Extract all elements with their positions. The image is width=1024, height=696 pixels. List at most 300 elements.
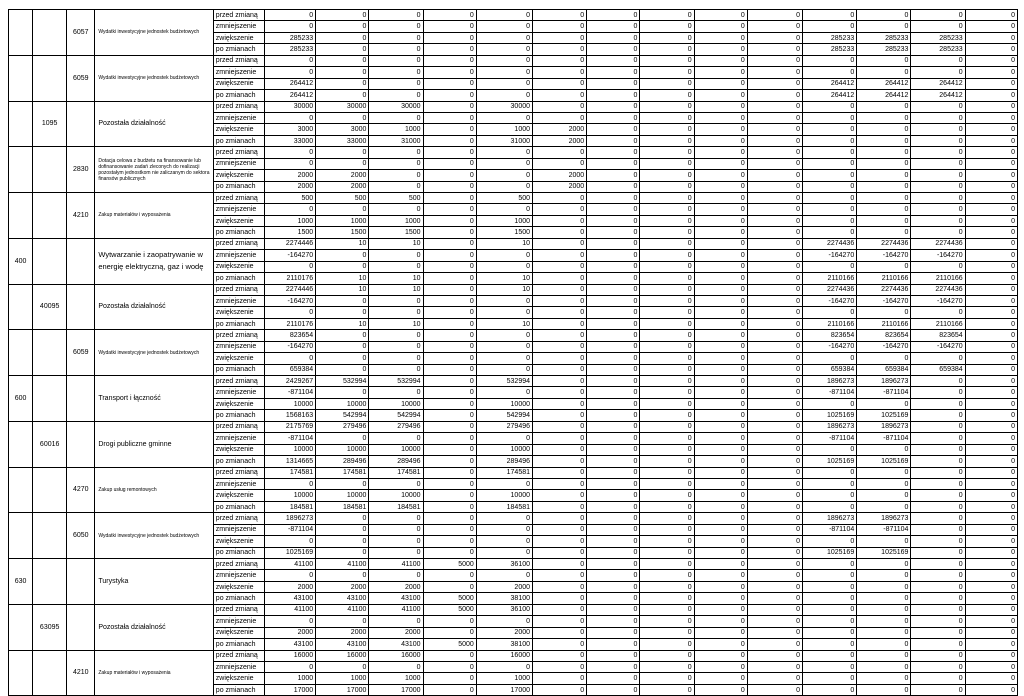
value-cell: 0 [965, 650, 1017, 661]
table-row [9, 559, 1018, 570]
value-cell: 2274436 [857, 238, 911, 249]
value-cell: 0 [694, 478, 747, 489]
value-cell: 0 [640, 581, 694, 592]
value-cell: 0 [965, 261, 1017, 272]
value-cell: 0 [747, 456, 802, 467]
value-cell: 5000 [423, 639, 476, 650]
value-cell: 0 [476, 307, 532, 318]
value-cell: 0 [423, 501, 476, 512]
value-cell: 0 [965, 364, 1017, 375]
value-cell: 0 [640, 181, 694, 192]
value-cell: 0 [264, 307, 315, 318]
value-cell: 0 [316, 536, 369, 547]
value-cell: 0 [694, 181, 747, 192]
value-cell: 0 [747, 181, 802, 192]
value-cell: 0 [476, 204, 532, 215]
value-cell: 0 [803, 170, 857, 181]
value-cell: 0 [640, 10, 694, 21]
paragraf-cell: 2830 [67, 147, 95, 193]
value-cell: 0 [965, 421, 1017, 432]
value-cell: 0 [423, 78, 476, 89]
value-cell: 2110166 [803, 273, 857, 284]
value-cell: 10 [316, 284, 369, 295]
value-cell: 0 [965, 147, 1017, 158]
value-cell: 0 [316, 67, 369, 78]
value-cell: 0 [640, 364, 694, 375]
value-cell: 0 [747, 387, 802, 398]
value-cell: 31000 [476, 135, 532, 146]
value-cell: 0 [423, 32, 476, 43]
value-cell: 0 [476, 524, 532, 535]
value-cell: 0 [911, 570, 965, 581]
value-cell: 0 [476, 147, 532, 158]
value-cell: 659384 [803, 364, 857, 375]
value-cell: 0 [747, 376, 802, 387]
paragraf-cell: 4210 [67, 650, 95, 696]
nazwa-cell: Dotacja celowa z budżetu na finansowanie lub dofinansowanie zadań zleconych do realizacji pozostałym jednostkom nie zaliczanym do sektora finansów publicznych [95, 147, 213, 193]
value-cell: 0 [857, 204, 911, 215]
value-cell: 0 [747, 101, 802, 112]
value-cell: 1000 [264, 215, 315, 226]
value-cell: 1025169 [803, 547, 857, 558]
value-cell: 2274436 [911, 238, 965, 249]
value-cell: 0 [694, 250, 747, 261]
value-cell: 0 [369, 661, 423, 672]
value-cell: 0 [369, 90, 423, 101]
value-cell: 0 [640, 32, 694, 43]
value-cell: 41100 [316, 559, 369, 570]
value-cell: 0 [803, 124, 857, 135]
value-cell: 0 [369, 10, 423, 21]
value-cell: 2000 [264, 627, 315, 638]
value-cell: 0 [857, 193, 911, 204]
table-row [9, 376, 1018, 387]
value-cell: 0 [423, 318, 476, 329]
value-cell: 0 [264, 10, 315, 21]
row-label: zmniejszenie [213, 250, 264, 261]
value-cell: 0 [694, 147, 747, 158]
value-cell: 0 [965, 524, 1017, 535]
value-cell: 0 [857, 616, 911, 627]
value-cell: 0 [423, 124, 476, 135]
value-cell: 0 [803, 227, 857, 238]
value-cell: 0 [423, 238, 476, 249]
value-cell: 0 [316, 90, 369, 101]
value-cell: 17000 [316, 684, 369, 695]
value-cell: 2110176 [264, 273, 315, 284]
value-cell: 0 [316, 261, 369, 272]
value-cell: 0 [316, 55, 369, 66]
value-cell: 500 [476, 193, 532, 204]
value-cell: 0 [423, 364, 476, 375]
value-cell: 0 [423, 478, 476, 489]
value-cell: 0 [694, 90, 747, 101]
value-cell: 0 [316, 524, 369, 535]
value-cell: 0 [369, 250, 423, 261]
rozdzial-cell: 60016 [33, 421, 67, 467]
value-cell: 0 [264, 661, 315, 672]
value-cell: 0 [965, 398, 1017, 409]
value-cell: 0 [803, 112, 857, 123]
value-cell: 2110166 [857, 318, 911, 329]
value-cell: 0 [965, 616, 1017, 627]
rozdzial-cell [33, 650, 67, 696]
value-cell: 0 [640, 650, 694, 661]
dzial-cell [9, 421, 33, 467]
value-cell: 2110166 [803, 318, 857, 329]
value-cell: 0 [423, 616, 476, 627]
value-cell: 0 [965, 604, 1017, 615]
value-cell: 0 [694, 227, 747, 238]
value-cell: 0 [857, 112, 911, 123]
value-cell: 0 [694, 524, 747, 535]
value-cell: 0 [747, 661, 802, 672]
value-cell: 10 [369, 318, 423, 329]
row-label: po zmianach [213, 456, 264, 467]
row-label: zmniejszenie [213, 21, 264, 32]
value-cell: 0 [316, 353, 369, 364]
table-row [9, 467, 1018, 478]
nazwa-cell: Drogi publiczne gminne [95, 421, 213, 467]
value-cell: 0 [911, 67, 965, 78]
value-cell: 30000 [476, 101, 532, 112]
value-cell: 0 [965, 684, 1017, 695]
paragraf-cell: 6050 [67, 513, 95, 559]
value-cell: 0 [911, 581, 965, 592]
value-cell: 0 [423, 673, 476, 684]
value-cell: 0 [747, 238, 802, 249]
value-cell: 0 [747, 124, 802, 135]
value-cell: 43100 [264, 593, 315, 604]
value-cell: 0 [747, 158, 802, 169]
value-cell: 0 [316, 570, 369, 581]
value-cell: 0 [694, 536, 747, 547]
value-cell: 0 [965, 501, 1017, 512]
value-cell: 43100 [369, 593, 423, 604]
value-cell: 0 [911, 501, 965, 512]
value-cell: 1500 [316, 227, 369, 238]
value-cell: 16000 [476, 650, 532, 661]
value-cell: 2110176 [264, 318, 315, 329]
value-cell: 0 [640, 547, 694, 558]
value-cell: 0 [423, 250, 476, 261]
value-cell: 0 [587, 341, 640, 352]
value-cell: 0 [423, 158, 476, 169]
value-cell: 2000 [533, 181, 587, 192]
row-label: zmniejszenie [213, 158, 264, 169]
value-cell: 0 [857, 147, 911, 158]
value-cell: 0 [316, 513, 369, 524]
value-cell: 30000 [369, 101, 423, 112]
value-cell: 0 [587, 78, 640, 89]
value-cell: 0 [587, 353, 640, 364]
value-cell: 0 [803, 650, 857, 661]
dzial-cell [9, 513, 33, 559]
value-cell: 0 [694, 604, 747, 615]
value-cell: 659384 [264, 364, 315, 375]
value-cell: 0 [533, 67, 587, 78]
value-cell: 0 [369, 295, 423, 306]
value-cell: 0 [316, 32, 369, 43]
value-cell: 2000 [533, 135, 587, 146]
value-cell: 0 [911, 524, 965, 535]
value-cell: 0 [911, 467, 965, 478]
value-cell: 0 [965, 238, 1017, 249]
value-cell: 0 [533, 204, 587, 215]
row-label: przed zmianą [213, 193, 264, 204]
value-cell: 0 [965, 490, 1017, 501]
value-cell: 0 [423, 684, 476, 695]
value-cell: 0 [965, 158, 1017, 169]
value-cell: 0 [369, 78, 423, 89]
row-label: przed zmianą [213, 650, 264, 661]
value-cell: 0 [857, 21, 911, 32]
value-cell: 0 [533, 661, 587, 672]
value-cell: 0 [747, 112, 802, 123]
value-cell: 0 [476, 433, 532, 444]
value-cell: 0 [747, 524, 802, 535]
value-cell: 0 [803, 467, 857, 478]
value-cell: 2000 [264, 581, 315, 592]
value-cell: 0 [965, 112, 1017, 123]
value-cell: 0 [965, 32, 1017, 43]
value-cell: 0 [965, 387, 1017, 398]
row-label: przed zmianą [213, 55, 264, 66]
row-label: przed zmianą [213, 421, 264, 432]
value-cell: 1000 [476, 215, 532, 226]
value-cell: 0 [423, 193, 476, 204]
row-label: zwiększenie [213, 536, 264, 547]
value-cell: 0 [694, 387, 747, 398]
value-cell: 0 [533, 90, 587, 101]
value-cell: 285233 [803, 44, 857, 55]
value-cell: 0 [264, 353, 315, 364]
row-label: przed zmianą [213, 376, 264, 387]
value-cell: 0 [587, 135, 640, 146]
value-cell: 0 [747, 135, 802, 146]
value-cell: 285233 [857, 32, 911, 43]
value-cell: 0 [587, 215, 640, 226]
value-cell: 10000 [476, 444, 532, 455]
value-cell: 0 [476, 112, 532, 123]
value-cell: 2175769 [264, 421, 315, 432]
value-cell: 0 [911, 353, 965, 364]
rozdzial-cell [33, 55, 67, 101]
value-cell: -164270 [857, 250, 911, 261]
value-cell: 174581 [264, 467, 315, 478]
value-cell: 2000 [476, 627, 532, 638]
value-cell: 0 [640, 570, 694, 581]
value-cell: 0 [965, 227, 1017, 238]
value-cell: 0 [533, 341, 587, 352]
value-cell: -164270 [857, 341, 911, 352]
value-cell: 0 [857, 307, 911, 318]
value-cell: 0 [369, 32, 423, 43]
value-cell: 0 [803, 135, 857, 146]
value-cell: 0 [747, 684, 802, 695]
value-cell: 0 [911, 627, 965, 638]
paragraf-cell [67, 376, 95, 422]
paragraf-cell [67, 284, 95, 330]
value-cell: 0 [857, 158, 911, 169]
value-cell: 0 [694, 10, 747, 21]
value-cell: 0 [640, 124, 694, 135]
value-cell: 0 [533, 536, 587, 547]
value-cell: 0 [476, 250, 532, 261]
value-cell: 0 [747, 581, 802, 592]
value-cell: 0 [640, 284, 694, 295]
value-cell: 0 [911, 193, 965, 204]
value-cell: 0 [911, 10, 965, 21]
value-cell: 0 [965, 250, 1017, 261]
value-cell: 0 [587, 376, 640, 387]
row-label: zwiększenie [213, 215, 264, 226]
value-cell: 0 [747, 215, 802, 226]
dzial-cell [9, 604, 33, 650]
value-cell: 0 [747, 90, 802, 101]
value-cell: 0 [747, 559, 802, 570]
value-cell: 0 [747, 536, 802, 547]
value-cell: 0 [857, 559, 911, 570]
value-cell: 17000 [476, 684, 532, 695]
row-label: zmniejszenie [213, 204, 264, 215]
value-cell: 0 [316, 78, 369, 89]
value-cell: 1025169 [264, 547, 315, 558]
value-cell: 0 [423, 376, 476, 387]
value-cell: 0 [264, 147, 315, 158]
dzial-cell: 400 [9, 238, 33, 284]
value-cell: 0 [533, 273, 587, 284]
value-cell: 5000 [423, 559, 476, 570]
value-cell: 1025169 [857, 410, 911, 421]
value-cell: 532994 [476, 376, 532, 387]
value-cell: 0 [694, 639, 747, 650]
value-cell: 0 [640, 410, 694, 421]
value-cell: 0 [369, 55, 423, 66]
value-cell: 0 [640, 112, 694, 123]
value-cell: 0 [587, 593, 640, 604]
value-cell: 0 [747, 627, 802, 638]
row-label: zmniejszenie [213, 341, 264, 352]
value-cell: 0 [533, 570, 587, 581]
value-cell: 0 [640, 616, 694, 627]
value-cell: 0 [316, 44, 369, 55]
value-cell: 10000 [476, 398, 532, 409]
value-cell: 0 [965, 673, 1017, 684]
value-cell: 1896273 [857, 376, 911, 387]
value-cell: 0 [747, 147, 802, 158]
value-cell: 0 [911, 650, 965, 661]
value-cell: 0 [911, 215, 965, 226]
value-cell: 0 [747, 547, 802, 558]
value-cell: 0 [694, 330, 747, 341]
value-cell: 38100 [476, 639, 532, 650]
value-cell: 0 [533, 158, 587, 169]
paragraf-cell [67, 238, 95, 284]
value-cell: 0 [640, 639, 694, 650]
value-cell: 0 [640, 684, 694, 695]
value-cell: 1000 [264, 673, 315, 684]
value-cell: 2274436 [803, 284, 857, 295]
value-cell: 0 [694, 318, 747, 329]
value-cell: 41100 [369, 604, 423, 615]
value-cell: 279496 [316, 421, 369, 432]
value-cell: 0 [587, 387, 640, 398]
table-row [9, 650, 1018, 661]
value-cell: 0 [803, 204, 857, 215]
value-cell: 0 [640, 204, 694, 215]
row-label: po zmianach [213, 547, 264, 558]
value-cell: 0 [587, 639, 640, 650]
value-cell: 0 [423, 547, 476, 558]
value-cell: 0 [533, 387, 587, 398]
value-cell: 0 [747, 444, 802, 455]
value-cell: 33000 [264, 135, 315, 146]
value-cell: 0 [640, 341, 694, 352]
value-cell: 2000 [316, 627, 369, 638]
value-cell: 0 [857, 444, 911, 455]
value-cell: 0 [694, 570, 747, 581]
value-cell: 0 [965, 78, 1017, 89]
value-cell: 0 [694, 593, 747, 604]
value-cell: 0 [694, 673, 747, 684]
nazwa-cell: Wydatki inwestycyjne jednostek budżetowych [95, 10, 213, 56]
value-cell: 0 [533, 673, 587, 684]
value-cell: 0 [747, 478, 802, 489]
value-cell: 0 [965, 547, 1017, 558]
value-cell: 0 [587, 55, 640, 66]
value-cell: 264412 [857, 90, 911, 101]
value-cell: 0 [587, 559, 640, 570]
value-cell: 0 [423, 341, 476, 352]
dzial-cell [9, 147, 33, 193]
value-cell: 0 [533, 307, 587, 318]
value-cell: 10 [316, 238, 369, 249]
value-cell: 0 [533, 421, 587, 432]
value-cell: 0 [369, 44, 423, 55]
row-label: zmniejszenie [213, 524, 264, 535]
value-cell: 0 [587, 547, 640, 558]
value-cell: 0 [747, 170, 802, 181]
value-cell: 43100 [316, 639, 369, 650]
value-cell: 0 [640, 604, 694, 615]
value-cell: 0 [423, 90, 476, 101]
value-cell: 279496 [476, 421, 532, 432]
value-cell: 0 [803, 215, 857, 226]
row-label: przed zmianą [213, 513, 264, 524]
value-cell: 0 [423, 524, 476, 535]
row-label: przed zmianą [213, 10, 264, 21]
value-cell: 0 [911, 158, 965, 169]
value-cell: 0 [476, 21, 532, 32]
value-cell: 0 [911, 421, 965, 432]
value-cell: 0 [694, 78, 747, 89]
value-cell: 285233 [264, 32, 315, 43]
value-cell: 0 [369, 170, 423, 181]
value-cell: 10000 [264, 444, 315, 455]
value-cell: 0 [533, 501, 587, 512]
value-cell: 0 [747, 67, 802, 78]
value-cell: 0 [911, 55, 965, 66]
value-cell: 0 [911, 456, 965, 467]
value-cell: 0 [694, 410, 747, 421]
value-cell: 3000 [264, 124, 315, 135]
value-cell: 10000 [264, 398, 315, 409]
value-cell: 0 [911, 490, 965, 501]
value-cell: 0 [911, 536, 965, 547]
value-cell: 0 [694, 170, 747, 181]
value-cell: 264412 [911, 78, 965, 89]
